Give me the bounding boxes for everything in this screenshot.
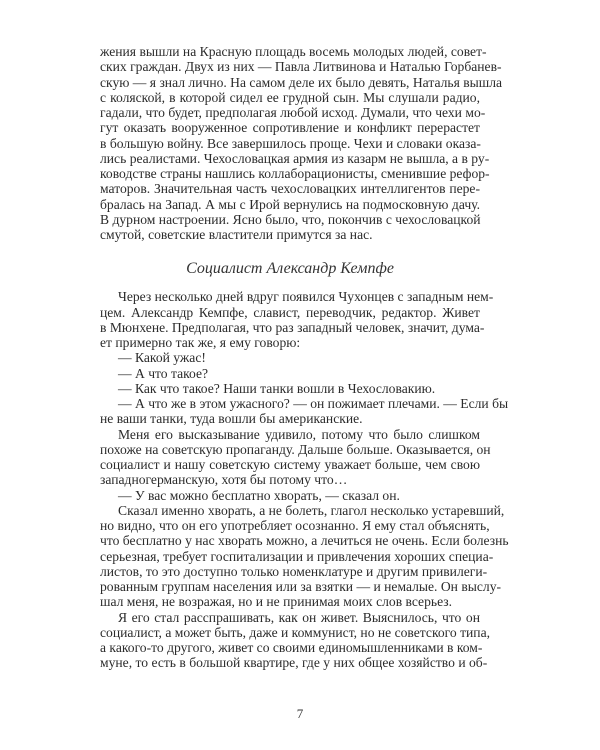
paragraph xyxy=(100,381,480,396)
paragraph xyxy=(100,426,491,488)
paragraph xyxy=(100,609,491,671)
text-line: Через несколько дней вдруг появился Чухонцев с западным нем- xyxy=(118,289,494,305)
paragraph xyxy=(100,350,480,365)
text-line: гут оказать вооруженное сопротивление и конфликт перерастет xyxy=(100,120,480,136)
text-line: маторов. Значительная часть чехословацких интеллигентов пере- xyxy=(100,181,480,197)
text-line: ских граждан. Двух из них — Павла Литвинова и Наталью Горбанев- xyxy=(100,59,502,75)
text-line: муне, то есть в большой квартире, где у них общее хозяйство и об- xyxy=(100,655,488,671)
paragraph xyxy=(100,44,503,242)
page-number: 7 xyxy=(296,706,304,721)
text-line: скую — я знал лично. На самом деле их было девять, Наталья вышла xyxy=(100,74,503,90)
text-line: Я его стал расспрашивать, как он живет. Выяснилось, что он xyxy=(118,609,480,625)
section-before-heading xyxy=(100,44,503,242)
book-page-text xyxy=(100,44,509,671)
text-line: ет примерно так же, я ему говорю: xyxy=(100,335,301,350)
text-line: что бесплатно у нас хворать можно, а лечиться не очень. Если болезнь xyxy=(100,533,509,549)
text-line: ководстве страны нашлись коллаборационисты, сменившие рефор- xyxy=(100,166,490,181)
paragraph xyxy=(100,396,509,427)
text-line: Меня его высказывание удивило, потому что было слишком xyxy=(118,426,480,442)
text-line: похоже на советскую пропаганду. Дальше больше. Оказывается, он xyxy=(100,441,491,457)
paragraph xyxy=(100,488,480,503)
text-line: социалист и нашу советскую систему уважает больше, чем свою xyxy=(100,457,480,472)
text-line: гадали, что будет, предполагая любой исход. Думали, что чехи мо- xyxy=(100,105,486,120)
text-line: — У вас можно бесплатно хворать, — сказал он. xyxy=(118,487,400,503)
text-line: в Мюнхене. Предполагая, что раз западный человек, значит, дума- xyxy=(100,319,485,335)
text-line: в большую войну. Все завершилось проще. Чехи и словаки оказа- xyxy=(100,135,481,151)
text-line: бралась на Запад. А мы с Ирой вернулись на подмосковную дачу. xyxy=(100,196,480,212)
text-line: а какого-то другого, живет со своими единомышленниками в ком- xyxy=(100,640,483,655)
chapter-heading: Социалист Александр Кемпфе xyxy=(186,260,394,278)
text-line: шал меня, не возражая, но и не принимая моих слов всерьез. xyxy=(100,594,453,610)
text-line: но видно, что он его употребляет осознанно. Я ему стал объяснять, xyxy=(100,518,490,533)
text-line: В дурном настроении. Ясно было, что, покончив с чехословацкой xyxy=(100,211,481,227)
text-line: социалист, а может быть, даже и коммунист, но не советского типа, xyxy=(100,624,491,640)
text-line: — А что такое? xyxy=(118,365,209,381)
text-line: жения вышли на Красную площадь восемь молодых людей, совет- xyxy=(100,44,487,59)
text-line: западногерманскую, хотя бы потому что… xyxy=(100,472,348,488)
text-line: — А что же в этом ужасного? — он пожимает плечами. — Если бы xyxy=(118,396,509,411)
text-line: листов, то это доступно только номенклатуре и другим привилеги- xyxy=(100,563,488,579)
text-line: не ваши танки, туда вошли бы американские. xyxy=(100,411,363,427)
text-line: Сказал именно хворать, а не болеть, глагол несколько устаревший, xyxy=(118,502,505,518)
paragraph xyxy=(100,366,480,381)
paragraph xyxy=(100,289,494,350)
text-line: рованным группам населения или за взятки — и немалые. Он выслу- xyxy=(100,579,502,594)
section-kempfe xyxy=(100,289,509,671)
text-line: — Какой ужас! xyxy=(118,350,206,366)
text-line: с коляской, в которой сидел ее грудной сын. Мы слушали радио, xyxy=(100,89,480,105)
text-line: серьезная, требует госпитализации и привлечения хороших специа- xyxy=(100,548,494,564)
text-line: смутой, советские властители примутся за нас. xyxy=(100,227,373,242)
paragraph xyxy=(100,502,509,610)
text-line: — Как что такое? Наши танки вошли в Чехословакию. xyxy=(118,380,436,396)
text-line: цем. Александр Кемпфе, славист, переводчик, редактор. Живет xyxy=(100,304,480,320)
text-line: лись реалистами. Чехословацкая армия из казарм не вышла, а в ру- xyxy=(100,150,490,166)
